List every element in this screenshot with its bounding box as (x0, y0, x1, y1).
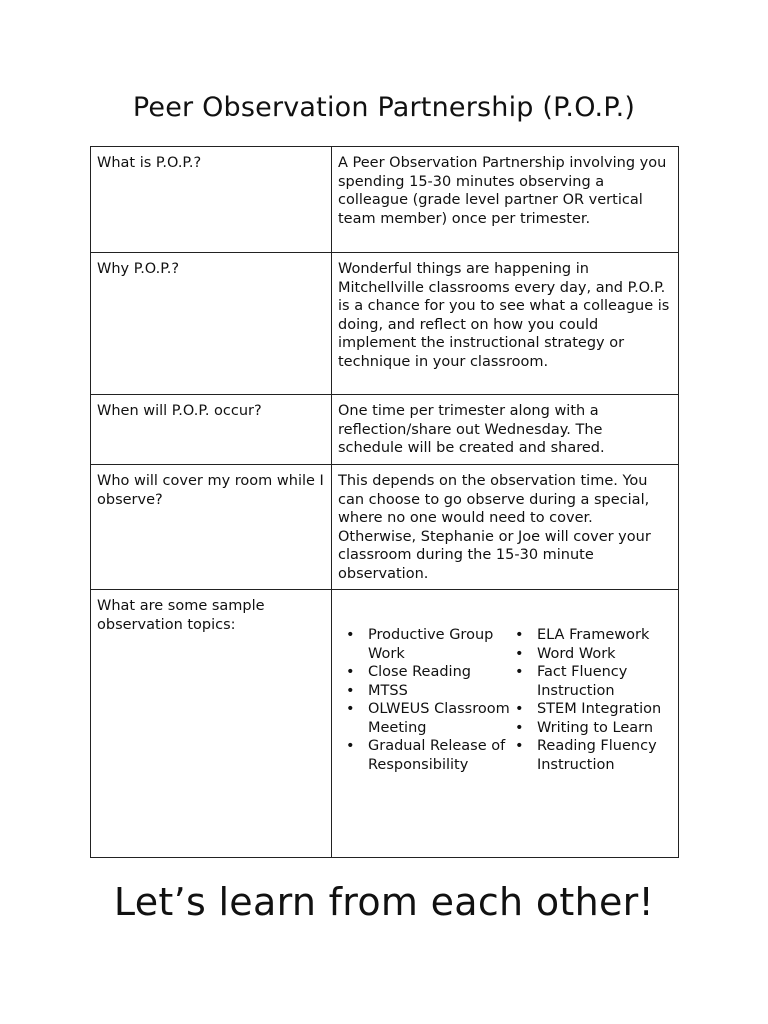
topic-label: MTSS (368, 682, 408, 699)
table-row (91, 465, 679, 590)
bullet-icon: • (514, 701, 524, 717)
bullet-icon: • (346, 682, 355, 699)
question-cell: Why P.O.P.? (91, 253, 332, 395)
question-cell: When will P.O.P. occur? (91, 395, 332, 465)
table-row (91, 590, 679, 858)
topic-label: Fact Fluency Instruction (536, 664, 628, 699)
topics-list-right (513, 626, 672, 774)
answer-cell: This depends on the observation time. You can choose to go observe during a special, where no one would need to cover. Otherwise, Stephanie or Joe will cover your classroom during the 15-30 minute observation. (332, 465, 679, 590)
question-cell: What is P.O.P.? (91, 147, 332, 253)
bullet-icon: • (514, 738, 524, 754)
question-cell: What are some sample observation topics: (91, 590, 332, 858)
answer-cell: One time per trimester along with a reflection/share out Wednesday. The schedule will be created and shared. (332, 395, 679, 465)
list-item (513, 663, 672, 700)
topic-label: OLWEUS Classroom Meeting (368, 701, 510, 736)
topics-list-left (344, 626, 513, 774)
topic-label: Productive Group Work (368, 627, 494, 662)
list-item (513, 737, 672, 774)
list-item (513, 719, 672, 738)
list-item (344, 700, 513, 737)
topic-label: STEM Integration (536, 701, 662, 717)
list-item (344, 663, 513, 682)
list-item (513, 626, 672, 645)
topic-label: ELA Framework (536, 627, 650, 643)
table-row (91, 253, 679, 395)
question-cell: Who will cover my room while I observe? (91, 465, 332, 590)
pop-info-table (90, 146, 679, 858)
topic-label: Close Reading (368, 664, 471, 680)
answer-cell: A Peer Observation Partnership involving you spending 15-30 minutes observing a colleague (grade level partner OR vertical team member) once per trimester. (332, 147, 679, 253)
bullet-icon: • (346, 664, 355, 680)
list-item (344, 682, 513, 701)
list-item (513, 645, 672, 664)
bullet-icon: • (346, 738, 355, 754)
topic-label: Word Work (536, 645, 616, 662)
topic-label: Reading Fluency Instruction (536, 738, 657, 773)
table-row (91, 147, 679, 253)
topics-lists (338, 626, 672, 774)
bullet-icon: • (514, 627, 524, 643)
page-title: Peer Observation Partnership (P.O.P.) (132, 92, 636, 123)
bullet-icon: • (514, 719, 524, 736)
topic-label: Writing to Learn (536, 719, 654, 736)
bullet-icon: • (346, 627, 355, 643)
topics-cell (332, 590, 679, 858)
list-item (344, 737, 513, 774)
bullet-icon: • (514, 645, 524, 662)
table-row (91, 395, 679, 465)
list-item (344, 626, 513, 663)
list-item (513, 700, 672, 719)
topic-label: Gradual Release of Responsibility (368, 738, 506, 773)
footer-slogan: Let’s learn from each other! (113, 880, 655, 924)
answer-cell: Wonderful things are happening in Mitchellville classrooms every day, and P.O.P. is a chance for you to see what a colleague is doing, and reflect on how you could implement the instructional strategy or technique in your classroom. (332, 253, 679, 395)
bullet-icon: • (514, 664, 524, 680)
bullet-icon: • (346, 701, 355, 717)
